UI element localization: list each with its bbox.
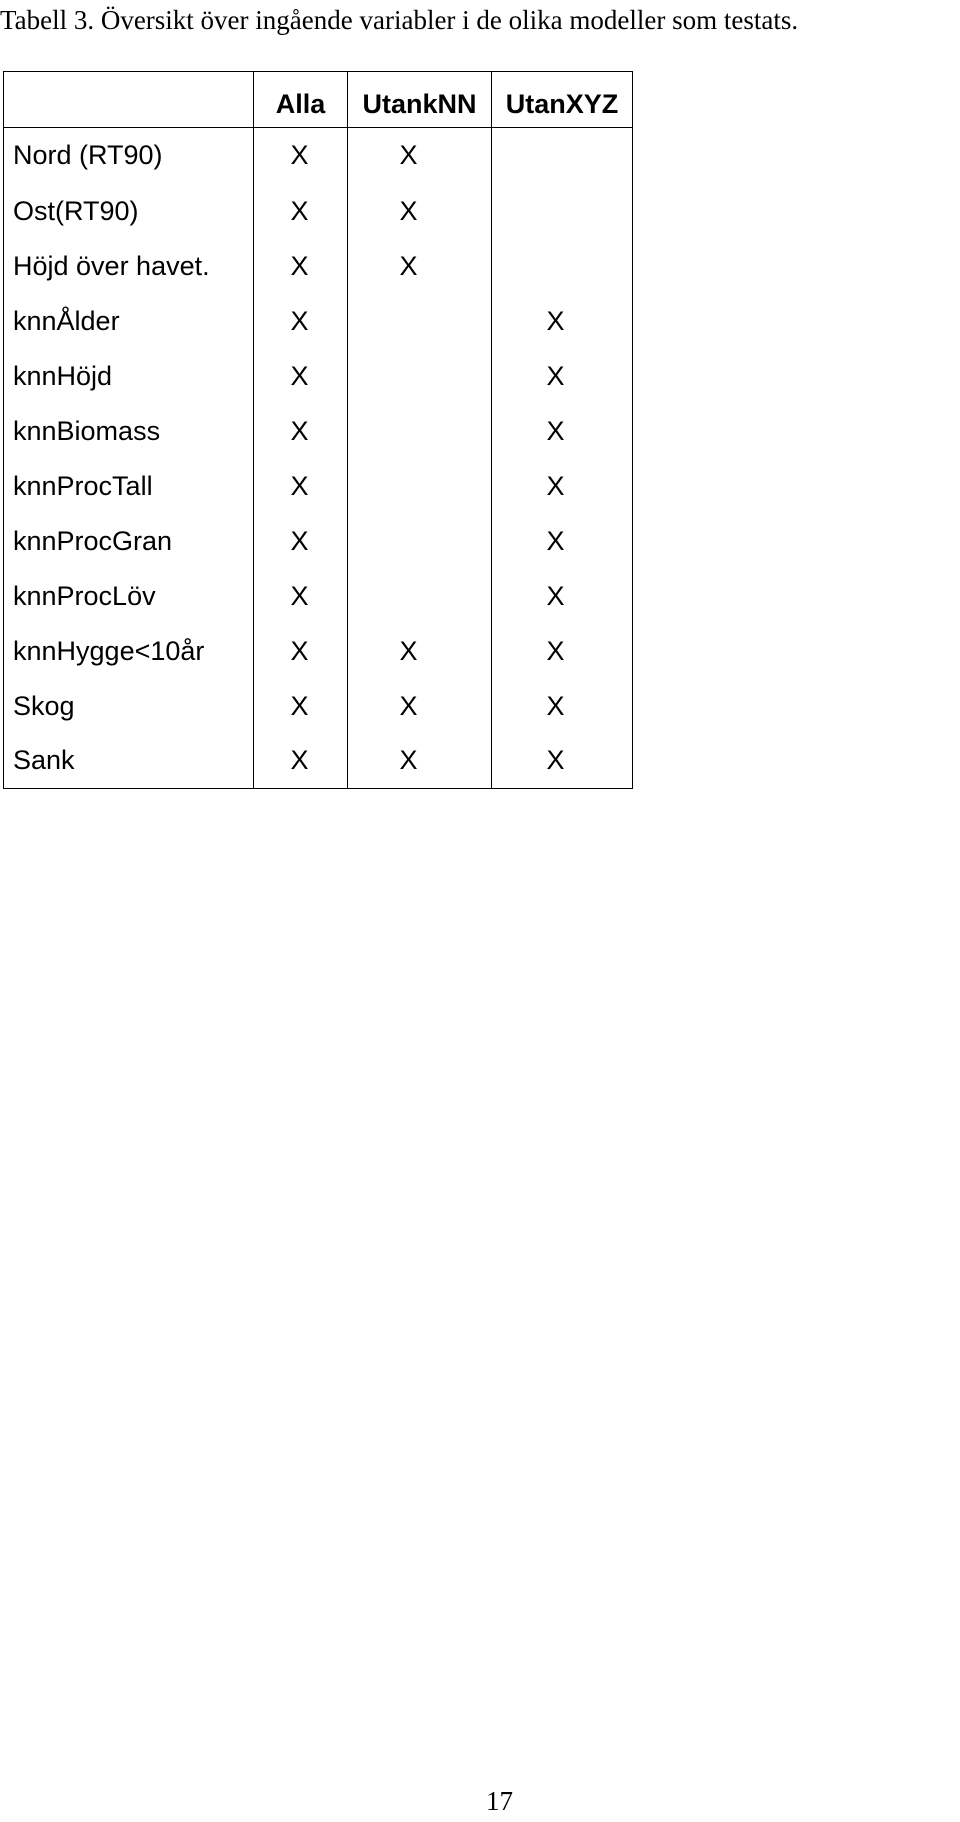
variable-name-cell: knnHöjd [4,349,254,404]
mark-cell-utanxyz: X [492,734,633,789]
variables-table [3,71,633,789]
table-row [4,569,633,624]
table-caption: Tabell 3. Översikt över ingående variabler i de olika modeller som testats. [0,5,799,35]
variable-name-cell: Nord (RT90) [4,128,254,184]
table-body [4,128,633,789]
mark-cell-alla: X [290,470,309,501]
mark-cell-alla: X [290,250,309,281]
column-header-utanxyz: UtanXYZ [492,72,633,128]
mark-cell-utanknn: X [348,184,492,239]
mark-cell-alla: X [290,140,309,171]
header-corner-cell [4,72,254,128]
mark-cell-utanknn [348,459,492,514]
table-row [4,404,633,459]
mark-cell-utanxyz [492,184,633,239]
mark-cell-utanknn [348,404,492,459]
mark-cell-utanknn [348,514,492,569]
mark-cell-alla: X [290,305,309,336]
table-row [4,459,633,514]
table-row [4,184,633,239]
mark-cell-utanxyz: X [492,404,633,459]
mark-cell-utanxyz: X [492,679,633,734]
mark-cell-utanknn: X [348,624,492,679]
mark-cell-utanknn: X [348,679,492,734]
mark-cell-utanxyz: X [492,569,633,624]
variable-name-cell: knnProcTall [4,459,254,514]
mark-cell-utanknn: X [348,239,492,294]
variable-name-cell: Skog [4,679,254,734]
table-row [4,624,633,679]
variable-name-cell: knnProcLöv [4,569,254,624]
mark-cell-utanknn: X [348,734,492,789]
table-row [4,514,633,569]
mark-cell-alla: X [290,690,309,721]
mark-cell-utanxyz [492,239,633,294]
table-row [4,128,633,184]
variable-name-cell: Ost(RT90) [4,184,254,239]
table-row [4,679,633,734]
variable-name-cell: knnHygge<10år [4,624,254,679]
mark-cell-utanxyz: X [492,294,633,349]
variable-name-cell: knnProcGran [4,514,254,569]
mark-cell-utanknn [348,349,492,404]
column-header-utanknn: UtankNN [348,72,492,128]
mark-cell-utanknn [348,294,492,349]
table-row [4,734,633,789]
mark-cell-utanxyz: X [492,459,633,514]
table-row [4,239,633,294]
mark-cell-alla: X [290,580,309,611]
mark-cell-utanxyz: X [492,349,633,404]
mark-cell-utanxyz: X [492,624,633,679]
mark-cell-utanknn [348,569,492,624]
mark-cell-alla: X [290,525,309,556]
mark-cell-alla: X [254,734,348,789]
table-header-row [4,72,633,128]
column-header-alla: Alla [254,72,348,128]
mark-cell-utanknn: X [348,128,492,184]
mark-cell-alla: X [290,415,309,446]
variable-name-cell: Sank [4,734,254,789]
mark-cell-utanxyz [492,128,633,184]
mark-cell-utanxyz: X [492,514,633,569]
variable-name-cell: knnÅlder [4,294,254,349]
mark-cell-alla: X [290,195,309,226]
variable-name-cell: knnBiomass [4,404,254,459]
page-number: 17 [486,1786,513,1816]
mark-cell-alla: X [290,360,309,391]
table-row [4,294,633,349]
table-row [4,349,633,404]
variable-name-cell: Höjd över havet. [4,239,254,294]
mark-cell-alla: X [290,635,309,666]
